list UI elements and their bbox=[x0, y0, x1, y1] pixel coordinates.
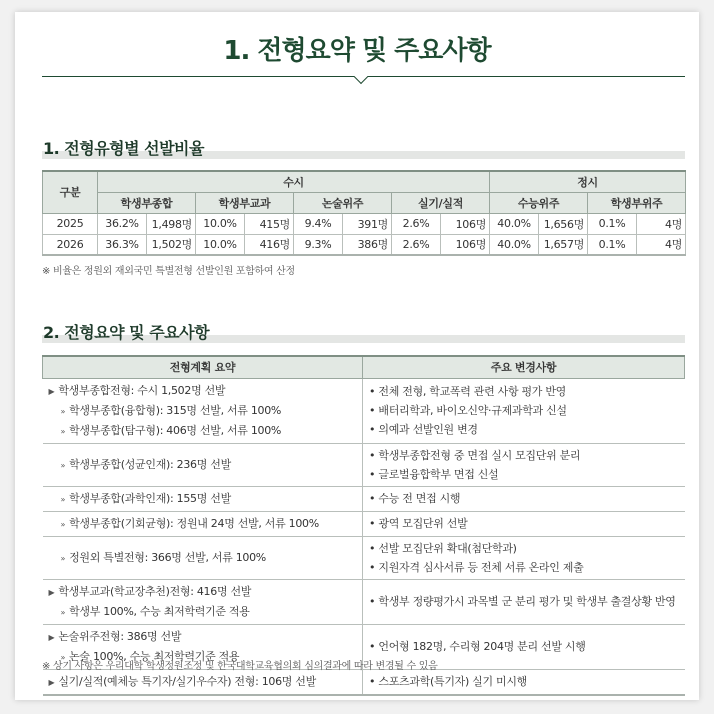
ratio-cell: 10.0% bbox=[196, 213, 245, 234]
double-chevron-icon: » bbox=[60, 519, 66, 529]
change-item: • 지원자격 심사서류 등 전체 서류 온라인 제출 bbox=[369, 560, 584, 574]
ratio-cell: 36.3% bbox=[98, 234, 147, 255]
header-sub: 수능위주 bbox=[490, 192, 588, 213]
count-cell: 106명 bbox=[441, 234, 490, 255]
triangle-right-icon: ▶ bbox=[48, 677, 55, 687]
table-row bbox=[43, 669, 685, 695]
ratio-cell: 2.6% bbox=[392, 213, 441, 234]
header-jeongsi: 정시 bbox=[490, 171, 686, 192]
summary-text: 학생부종합전형: 수시 1,502명 선발 bbox=[58, 383, 226, 397]
summary-cell bbox=[43, 511, 363, 536]
change-text: 학생부종합전형 중 면접 실시 모집단위 분리 bbox=[378, 448, 581, 462]
changes-cell bbox=[363, 486, 685, 511]
page-title: 1. 전형요약 및 주요사항 bbox=[223, 36, 491, 66]
table-row bbox=[43, 486, 685, 511]
change-text: 스포츠과학(특기자) 실기 미시행 bbox=[378, 675, 528, 688]
table-row bbox=[43, 378, 685, 443]
table-row bbox=[43, 213, 686, 234]
summary-line bbox=[49, 672, 357, 692]
change-text: 글로벌융합학부 면접 신설 bbox=[378, 467, 499, 481]
double-chevron-icon: » bbox=[60, 553, 66, 563]
summary-line bbox=[49, 627, 357, 647]
change-text: 수능 전 면접 시행 bbox=[378, 492, 461, 505]
change-item: • 배터리학과, 바이오신약·규제과학과 신설 bbox=[369, 404, 567, 417]
count-cell: 391명 bbox=[343, 213, 392, 234]
double-chevron-icon: » bbox=[60, 494, 66, 504]
count-cell: 106명 bbox=[441, 213, 490, 234]
summary-line bbox=[49, 401, 357, 421]
change-text: 배터리학과, 바이오신약·규제과학과 신설 bbox=[378, 404, 567, 417]
header-changes: 주요 변경사항 bbox=[363, 356, 685, 378]
change-text: 광역 모집단위 선발 bbox=[378, 517, 468, 530]
summary-cell bbox=[43, 443, 363, 486]
count-cell: 415명 bbox=[245, 213, 294, 234]
summary-cell bbox=[43, 579, 363, 624]
count-cell: 386명 bbox=[343, 234, 392, 255]
summary-cell bbox=[43, 536, 363, 579]
double-chevron-icon: » bbox=[60, 652, 66, 662]
header-sub: 학생부교과 bbox=[196, 192, 294, 213]
summary-text: 학생부종합(성균인재): 236명 선발 bbox=[69, 457, 231, 471]
count-cell: 1,656명 bbox=[539, 213, 588, 234]
change-item: • 글로벌융합학부 면접 신설 bbox=[369, 467, 499, 481]
change-item: • 선발 모집단위 확대(첨단학과) bbox=[369, 541, 517, 555]
summary-text: 정원외 특별전형: 366명 선발, 서류 100% bbox=[69, 550, 266, 564]
change-text: 언어형 182명, 수리형 204명 분리 선발 시행 bbox=[378, 640, 586, 653]
summary-cell bbox=[43, 378, 363, 443]
change-text: 학생부 정량평가시 과목별 군 분리 평가 및 학생부 출결상황 반영 bbox=[378, 595, 676, 608]
change-text: 전체 전형, 학교폭력 관련 사항 평가 반영 bbox=[378, 385, 566, 398]
ratio-cell: 0.1% bbox=[588, 234, 637, 255]
summary-line bbox=[49, 582, 357, 602]
chevron-down-icon bbox=[354, 70, 368, 84]
ratio-cell: 40.0% bbox=[490, 234, 539, 255]
double-chevron-icon: » bbox=[60, 406, 66, 416]
summary-line bbox=[49, 548, 357, 568]
year-cell: 2026 bbox=[43, 234, 98, 255]
document-card bbox=[15, 12, 699, 700]
section-heading: 1. 전형유형별 선발비율 bbox=[42, 136, 685, 159]
change-text: 선발 모집단위 확대(첨단학과) bbox=[378, 541, 517, 555]
summary-text: 학생부종합(과학인재): 155명 선발 bbox=[69, 491, 231, 505]
table-row bbox=[43, 579, 685, 624]
count-cell: 1,657명 bbox=[539, 234, 588, 255]
change-item: • 언어형 182명, 수리형 204명 분리 선발 시행 bbox=[369, 640, 586, 653]
count-cell: 1,502명 bbox=[147, 234, 196, 255]
ratio-cell: 36.2% bbox=[98, 213, 147, 234]
change-item: • 전체 전형, 학교폭력 관련 사항 평가 반영 bbox=[369, 385, 566, 398]
summary-text: 학생부종합(융합형): 315명 선발, 서류 100% bbox=[69, 403, 282, 417]
ratio-cell: 2.6% bbox=[392, 234, 441, 255]
summary-text: 실기/실적(예체능 특기자/실기우수자) 전형: 106명 선발 bbox=[58, 674, 316, 688]
footnote: ※ 상기 사항은 우리대학 학생정원조정 및 한국대학교육협의회 심의결과에 따라 변경될 수 있음 bbox=[42, 661, 438, 672]
changes-cell bbox=[363, 511, 685, 536]
summary-cell bbox=[43, 669, 363, 695]
change-text: 지원자격 심사서류 등 전체 서류 온라인 제출 bbox=[378, 560, 584, 574]
changes-cell bbox=[363, 536, 685, 579]
summary-text: 학생부 100%, 수능 최저학력기준 적용 bbox=[69, 604, 250, 618]
change-item: • 광역 모집단위 선발 bbox=[369, 517, 468, 530]
summary-line bbox=[49, 421, 357, 441]
table-row bbox=[43, 536, 685, 579]
double-chevron-icon: » bbox=[60, 460, 66, 470]
header-sub: 학생부위주 bbox=[588, 192, 686, 213]
section-heading: 2. 전형요약 및 주요사항 bbox=[42, 320, 685, 343]
count-cell: 1,498명 bbox=[147, 213, 196, 234]
change-item: • 스포츠과학(특기자) 실기 미시행 bbox=[369, 675, 528, 688]
changes-cell bbox=[363, 669, 685, 695]
summary-line bbox=[49, 514, 357, 534]
change-item: • 의예과 선발인원 변경 bbox=[369, 423, 478, 436]
summary-line bbox=[49, 455, 357, 475]
change-text: 의예과 선발인원 변경 bbox=[378, 423, 478, 436]
summary-line bbox=[49, 381, 357, 401]
ratio-cell: 0.1% bbox=[588, 213, 637, 234]
table-row bbox=[43, 443, 685, 486]
triangle-right-icon: ▶ bbox=[48, 587, 55, 597]
summary-text: 논술위주전형: 386명 선발 bbox=[58, 629, 182, 643]
triangle-right-icon: ▶ bbox=[48, 386, 55, 396]
selection-ratio-table bbox=[42, 170, 686, 256]
header-sub: 학생부종합 bbox=[98, 192, 196, 213]
change-item: • 학생부 정량평가시 과목별 군 분리 평가 및 학생부 출결상황 반영 bbox=[369, 595, 676, 608]
header-sub: 논술위주 bbox=[294, 192, 392, 213]
table-row bbox=[43, 234, 686, 255]
summary-line bbox=[49, 489, 357, 509]
year-cell: 2025 bbox=[43, 213, 98, 234]
count-cell: 416명 bbox=[245, 234, 294, 255]
summary-text: 논술 100%, 수능 최저학력기준 적용 bbox=[69, 649, 240, 663]
ratio-cell: 10.0% bbox=[196, 234, 245, 255]
header-susi: 수시 bbox=[98, 171, 490, 192]
changes-cell bbox=[363, 443, 685, 486]
table-row bbox=[43, 511, 685, 536]
ratio-cell: 9.3% bbox=[294, 234, 343, 255]
footnote: ※ 비율은 정원외 재외국민 특별전형 선발인원 포함하여 산정 bbox=[42, 266, 295, 277]
change-item: • 수능 전 면접 시행 bbox=[369, 492, 461, 505]
change-item: • 학생부종합전형 중 면접 실시 모집단위 분리 bbox=[369, 448, 581, 462]
count-cell: 4명 bbox=[637, 213, 686, 234]
summary-text: 학생부교과(학교장추천)전형: 416명 선발 bbox=[58, 584, 252, 598]
summary-cell bbox=[43, 486, 363, 511]
double-chevron-icon: » bbox=[60, 426, 66, 436]
triangle-right-icon: ▶ bbox=[48, 632, 55, 642]
summary-text: 학생부종합(기회균형): 정원내 24명 선발, 서류 100% bbox=[69, 516, 319, 530]
ratio-cell: 40.0% bbox=[490, 213, 539, 234]
summary-line bbox=[49, 602, 357, 622]
header-sub: 실기/실적 bbox=[392, 192, 490, 213]
header-gubun: 구분 bbox=[43, 171, 98, 213]
summary-table bbox=[42, 355, 685, 696]
ratio-cell: 9.4% bbox=[294, 213, 343, 234]
double-chevron-icon: » bbox=[60, 607, 66, 617]
header-summary: 전형계획 요약 bbox=[43, 356, 363, 378]
changes-cell bbox=[363, 378, 685, 443]
summary-text: 학생부종합(탐구형): 406명 선발, 서류 100% bbox=[69, 423, 282, 437]
changes-cell bbox=[363, 579, 685, 624]
count-cell: 4명 bbox=[637, 234, 686, 255]
